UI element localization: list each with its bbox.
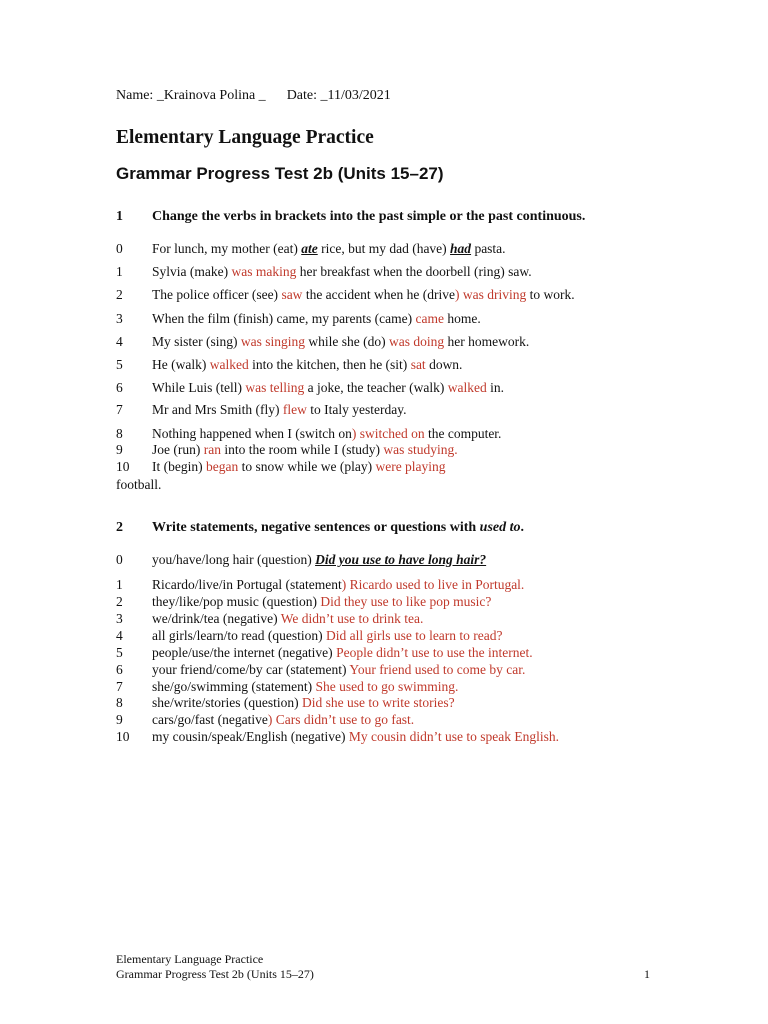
item-prompt: we/drink/tea (negative) — [152, 611, 281, 626]
footer-test-title: Grammar Progress Test 2b (Units 15–27) — [116, 967, 314, 981]
item-number: 0 — [116, 241, 123, 256]
item-text — [152, 311, 481, 327]
item-prompt: the accident when he (drive — [302, 287, 455, 302]
item-prompt: pasta. — [471, 241, 506, 256]
student-answer: My cousin didn’t use to speak English. — [348, 729, 559, 744]
item-prompt: to work. — [526, 287, 575, 302]
item-text — [152, 264, 532, 280]
item-number: 2 — [116, 594, 123, 609]
item-number: 10 — [116, 459, 130, 474]
item-text — [152, 611, 423, 627]
item-prompt: in. — [486, 380, 505, 395]
item-prompt: When the film (finish) came, my parents (came) — [152, 311, 416, 326]
item-prompt: a joke, the teacher (walk) — [304, 380, 448, 395]
example-answer: Did you use to have long hair? — [315, 552, 487, 567]
item-prompt: He (walk) — [152, 357, 210, 372]
item-prompt: while she (do) — [305, 334, 389, 349]
item-prompt: her breakfast when the doorbell (ring) saw. — [296, 264, 532, 279]
page-number: 1 — [644, 967, 650, 981]
item-prompt: my cousin/speak/English (negative) — [152, 729, 349, 744]
item-text — [152, 679, 458, 695]
student-answer: was making — [231, 264, 297, 279]
item-number: 3 — [116, 311, 123, 326]
item-text — [152, 357, 462, 373]
item-prompt: Mr and Mrs Smith (fly) — [152, 402, 283, 417]
student-answer: We didn’t use to drink tea. — [280, 611, 424, 626]
item-prompt: Joe (run) — [152, 442, 204, 457]
item-text — [152, 662, 525, 678]
student-answer: People didn’t use to use the internet. — [336, 645, 533, 660]
section-number: 1 — [116, 209, 123, 224]
instruction-emphasis: used to — [479, 520, 521, 535]
instruction-text: Write statements, negative sentences or questions with — [152, 520, 480, 535]
item-text — [152, 334, 529, 350]
student-answer: was studying. — [383, 442, 458, 457]
student-answer: saw — [281, 287, 303, 302]
item-text — [152, 577, 524, 593]
item-text — [152, 552, 486, 568]
item-number: 8 — [116, 426, 123, 441]
student-answer: Did they use to like pop music? — [320, 594, 492, 609]
student-answer: was doing — [388, 334, 445, 349]
student-answer: began — [205, 459, 239, 474]
item-number: 6 — [116, 380, 123, 395]
instruction-text: . — [520, 520, 525, 535]
student-answer: ) was driving — [455, 287, 527, 302]
student-answer: was telling — [245, 380, 305, 395]
example-answer: ate — [301, 241, 318, 256]
student-answer: Your friend used to come by car. — [349, 662, 526, 677]
student-answer: flew — [282, 402, 307, 417]
item-prompt: While Luis (tell) — [152, 380, 246, 395]
item-text — [152, 628, 503, 644]
section-instruction — [152, 520, 524, 536]
item-number: 5 — [116, 645, 123, 660]
item-prompt: all girls/learn/to read (question) — [152, 628, 326, 643]
item-prompt: you/have/long hair (question) — [152, 552, 316, 567]
student-answer: walked — [209, 357, 249, 372]
item-prompt: For lunch, my mother (eat) — [152, 241, 302, 256]
student-answer: ) switched on — [351, 426, 425, 441]
student-answer: sat — [410, 357, 426, 372]
book-title: Elementary Language Practice — [116, 127, 374, 148]
item-prompt: Nothing happened when I (switch on — [152, 426, 352, 441]
item-number: 7 — [116, 679, 123, 694]
item-10-continuation: football. — [116, 477, 162, 492]
item-prompt: they/like/pop music (question) — [152, 594, 321, 609]
item-number: 10 — [116, 729, 130, 744]
item-prompt: her homework. — [444, 334, 530, 349]
item-text — [152, 241, 506, 257]
item-prompt: into the room while I (study) — [220, 442, 384, 457]
item-prompt: down. — [425, 357, 463, 372]
student-answer: walked — [447, 380, 487, 395]
item-prompt: the computer. — [424, 426, 502, 441]
item-number: 9 — [116, 712, 123, 727]
test-title: Grammar Progress Test 2b (Units 15–27) — [116, 164, 444, 183]
item-prompt: rice, but my dad (have) — [317, 241, 451, 256]
item-text — [152, 426, 501, 442]
item-prompt: My sister (sing) — [152, 334, 241, 349]
footer-book-title: Elementary Language Practice — [116, 952, 264, 966]
item-prompt: your friend/come/by car (statement) — [152, 662, 350, 677]
item-text — [152, 594, 491, 610]
date-field: Date: _11/03/2021 — [286, 88, 391, 103]
student-answer: came — [415, 311, 445, 326]
item-text — [152, 402, 406, 418]
item-prompt: cars/go/fast (negative — [152, 712, 268, 727]
item-number: 3 — [116, 611, 123, 626]
item-number: 0 — [116, 552, 123, 567]
student-answer: were playing — [375, 459, 446, 474]
item-prompt: Sylvia (make) — [152, 264, 232, 279]
item-number: 6 — [116, 662, 123, 677]
student-name: Name: _Krainova Polina _ — [116, 88, 266, 103]
student-answer: She used to go swimming. — [315, 679, 459, 694]
item-prompt: to snow while we (play) — [238, 459, 376, 474]
item-prompt: people/use/the internet (negative) — [152, 645, 337, 660]
student-answer: ) Ricardo used to live in Portugal. — [341, 577, 525, 592]
section-number: 2 — [116, 520, 123, 535]
item-prompt: into the kitchen, then he (sit) — [248, 357, 411, 372]
example-answer: had — [450, 241, 472, 256]
student-answer: was singing — [240, 334, 305, 349]
item-text — [152, 695, 455, 711]
student-answer: ran — [203, 442, 221, 457]
item-text — [152, 712, 414, 728]
student-answer: Did all girls use to learn to read? — [325, 628, 503, 643]
item-number: 5 — [116, 357, 123, 372]
item-text — [152, 442, 458, 458]
item-number: 7 — [116, 402, 123, 417]
item-prompt: she/write/stories (question) — [152, 695, 302, 710]
item-prompt: to Italy yesterday. — [306, 402, 407, 417]
item-prompt: home. — [444, 311, 481, 326]
item-prompt: she/go/swimming (statement) — [152, 679, 316, 694]
item-prompt: Ricardo/live/in Portugal (statement — [152, 577, 342, 592]
item-number: 9 — [116, 442, 123, 457]
item-text — [152, 645, 533, 661]
item-prompt: The police officer (see) — [152, 287, 282, 302]
item-text — [152, 459, 446, 475]
section-instruction: Change the verbs in brackets into the past simple or the past continuous. — [152, 209, 586, 224]
item-text — [152, 287, 575, 303]
item-number: 2 — [116, 287, 123, 302]
item-text — [152, 729, 559, 745]
item-text — [152, 380, 504, 396]
student-answer: Did she use to write stories? — [301, 695, 455, 710]
item-number: 1 — [116, 577, 123, 592]
item-number: 8 — [116, 695, 123, 710]
item-number: 4 — [116, 334, 123, 349]
name-date-line — [116, 88, 391, 104]
item-number: 1 — [116, 264, 123, 279]
item-number: 4 — [116, 628, 123, 643]
student-answer: ) Cars didn’t use to go fast. — [267, 712, 415, 727]
item-prompt: It (begin) — [152, 459, 206, 474]
